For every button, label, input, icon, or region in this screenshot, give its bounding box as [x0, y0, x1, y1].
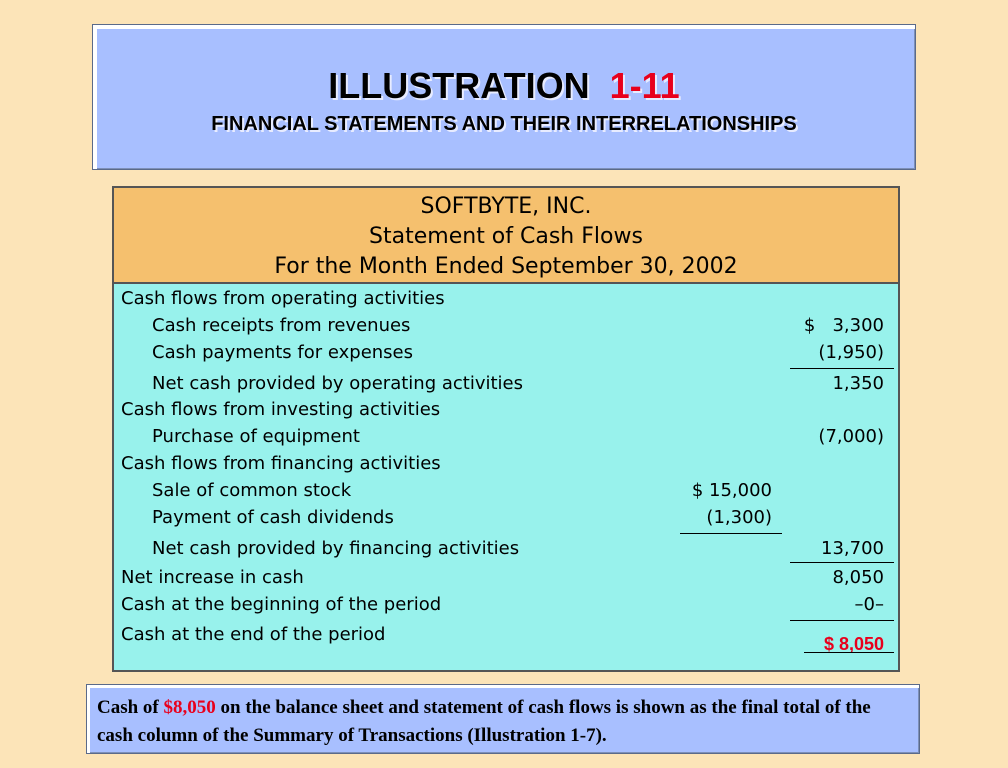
statement-name: Statement of Cash Flows [369, 224, 643, 249]
row-label: Cash receipts from revenues [152, 315, 411, 336]
row-label: Cash at the beginning of the period [121, 594, 442, 615]
statement-row [114, 453, 898, 479]
final-cash-total: $ 8,050 [823, 634, 884, 654]
note-text-start: Cash of [97, 697, 164, 718]
row-amount: 8,050 [832, 567, 884, 588]
illustration-number: 1-11 [609, 65, 680, 106]
illustration-title [93, 65, 915, 107]
note-highlight-amount: $8,050 [163, 697, 216, 718]
row-label: Net increase in cash [121, 567, 304, 588]
subtotal-rule [790, 562, 894, 563]
row-amount: (7,000) [818, 426, 884, 447]
row-label: Cash payments for expenses [152, 342, 414, 363]
row-amount: 1,350 [832, 373, 884, 394]
statement-row [114, 399, 898, 425]
explanation-note [86, 684, 920, 754]
illustration-title-box [92, 24, 916, 170]
statement-row [114, 426, 898, 452]
note-text-end: on the balance sheet and statement of cash flows is shown as the final total of the cash column of the Summary of Transactions (Illustration 1-7). [97, 697, 871, 746]
row-label: Purchase of equipment [152, 426, 360, 447]
row-amount-inner: (1,300) [706, 507, 772, 528]
double-rule-top [804, 652, 894, 653]
row-label: Cash flows from operating activities [121, 288, 445, 309]
row-amount: 13,700 [821, 538, 884, 559]
row-label: Sale of common stock [152, 480, 352, 501]
row-label: Cash flows from investing activities [121, 399, 441, 420]
statement-row [114, 288, 898, 314]
company-name: SOFTBYTE, INC. [420, 194, 592, 219]
row-label: Net cash provided by financing activities [152, 538, 520, 559]
cash-flow-statement [112, 186, 900, 672]
illustration-subtitle: FINANCIAL STATEMENTS AND THEIR INTERRELATIONSHIPS [211, 113, 797, 135]
row-amount: –0– [854, 594, 884, 615]
row-label: Cash flows from financing activities [121, 453, 441, 474]
statement-row [114, 567, 898, 593]
statement-row [114, 373, 898, 399]
statement-row [114, 538, 898, 564]
subtotal-rule [680, 533, 782, 534]
row-label: Net cash provided by operating activities [152, 373, 524, 394]
illustration-prefix: ILLUSTRATION [328, 65, 590, 106]
statement-header [114, 188, 898, 284]
statement-period: For the Month Ended September 30, 2002 [274, 254, 738, 279]
statement-body [114, 284, 898, 670]
row-label: Cash at the end of the period [121, 624, 386, 645]
row-amount: (1,950) [818, 342, 884, 363]
subtotal-rule [790, 620, 894, 621]
row-amount: $ 3,300 [803, 315, 884, 336]
row-amount-inner: $ 15,000 [691, 480, 772, 501]
subtotal-rule [790, 368, 894, 369]
statement-row [114, 507, 898, 533]
statement-row [114, 315, 898, 341]
statement-row-total [114, 634, 898, 660]
statement-row [114, 480, 898, 506]
statement-row [114, 594, 898, 620]
statement-row [114, 342, 898, 368]
row-label: Payment of cash dividends [152, 507, 394, 528]
